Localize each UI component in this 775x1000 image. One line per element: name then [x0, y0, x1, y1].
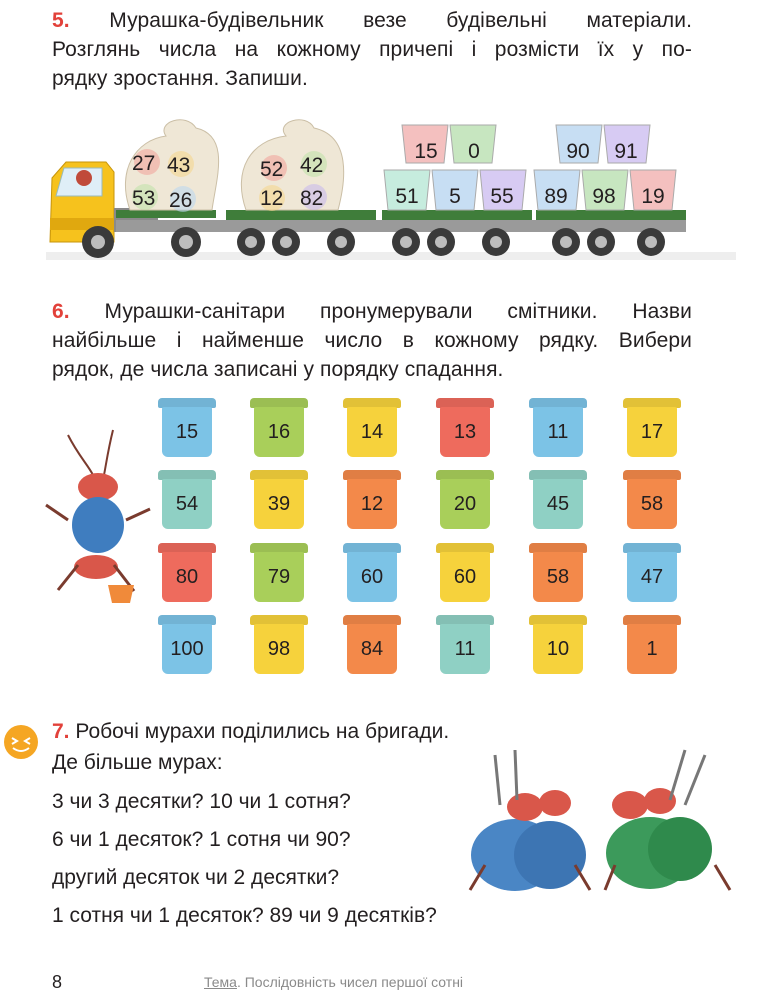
bucket-number: 91: [614, 140, 638, 163]
trash-bin: [438, 470, 492, 532]
task-5-text: [52, 6, 692, 93]
bin-number: 100: [162, 624, 212, 674]
trash-bin: [531, 615, 585, 677]
trash-bin: [438, 398, 492, 460]
bin-number: 45: [533, 479, 583, 529]
topic-label: Тема: [204, 974, 237, 990]
bucket-number: 5: [449, 185, 461, 208]
sack-number: 26: [169, 189, 193, 212]
bin-number: 12: [347, 479, 397, 529]
task-line: Мурашка-будівельник везе будівельні матеріали.: [109, 9, 692, 32]
bin-number: 1: [627, 624, 677, 674]
sack-number: 12: [260, 187, 284, 210]
bin-number: 60: [347, 552, 397, 602]
footer-topic: [204, 974, 463, 990]
trash-bin: [345, 398, 399, 460]
trash-bin: [345, 470, 399, 532]
topic-text: . Послідовність чисел першої сотні: [236, 974, 464, 990]
bucket-number: 90: [566, 140, 590, 163]
trash-bin: [160, 470, 214, 532]
bins-grid: [155, 393, 695, 693]
task-question: Де більше мурах:: [52, 751, 223, 774]
truck-illustration: [46, 100, 736, 265]
bin-number: 17: [627, 407, 677, 457]
task-number: 7.: [52, 720, 70, 743]
trash-bin: [438, 615, 492, 677]
trash-bin: [625, 543, 679, 605]
task-number: 5.: [52, 9, 70, 32]
trash-bin: [252, 615, 306, 677]
task-line: Мурашки-санітари пронумерували смітники. Назви: [104, 300, 692, 323]
bin-number: 11: [533, 407, 583, 457]
bin-number: 80: [162, 552, 212, 602]
task-line: Розглянь числа на кожному причепі і розмісти їх у по-: [52, 38, 692, 61]
sack-number: 27: [132, 152, 156, 175]
trash-bin: [345, 543, 399, 605]
trash-bin: [160, 398, 214, 460]
trash-bin: [531, 470, 585, 532]
trash-bin: [160, 543, 214, 605]
trash-bin: [625, 615, 679, 677]
task-line: рядку зростання. Запиши.: [52, 67, 308, 90]
page-number: 8: [52, 972, 63, 992]
bin-number: 14: [347, 407, 397, 457]
bin-number: 47: [627, 552, 677, 602]
trash-bin: [160, 615, 214, 677]
task-title: Робочі мурахи поділились на бригади.: [75, 720, 450, 743]
comparison-row: другий десяток чи 2 десятки?: [52, 866, 340, 889]
sack-number: 42: [300, 154, 324, 177]
bin-number: 58: [533, 552, 583, 602]
ant-brigade-illustration: [455, 745, 745, 895]
sack-number: 52: [260, 158, 284, 181]
bin-number: 84: [347, 624, 397, 674]
smile-icon: [3, 724, 39, 760]
task-6-text: [52, 297, 692, 384]
task-number: 6.: [52, 300, 70, 323]
bucket-number: 51: [395, 185, 419, 208]
bucket-number: 98: [592, 185, 616, 208]
trash-bin: [438, 543, 492, 605]
bucket-number: 15: [414, 140, 438, 163]
sack-2: [241, 120, 343, 210]
bin-number: 11: [440, 624, 490, 674]
trash-bin: [252, 398, 306, 460]
trash-bin: [531, 543, 585, 605]
trash-bin: [345, 615, 399, 677]
task-line: рядок, де числа записані у порядку спадання.: [52, 358, 504, 381]
bucket-number: 0: [468, 140, 480, 163]
bucket-number: 19: [641, 185, 665, 208]
bucket-number: 89: [544, 185, 568, 208]
bin-number: 58: [627, 479, 677, 529]
trash-bin: [252, 543, 306, 605]
bin-number: 98: [254, 624, 304, 674]
bin-number: 16: [254, 407, 304, 457]
bin-number: 10: [533, 624, 583, 674]
sack-number: 82: [300, 187, 324, 210]
bin-number: 54: [162, 479, 212, 529]
comparison-row: 3 чи 3 десятки? 10 чи 1 сотня?: [52, 790, 351, 813]
task-line: найбільше і найменше число в кожному рядку. Вибери: [52, 329, 692, 352]
bin-number: 60: [440, 552, 490, 602]
bin-number: 13: [440, 407, 490, 457]
bin-number: 15: [162, 407, 212, 457]
sack-number: 53: [132, 187, 156, 210]
trash-bin: [625, 398, 679, 460]
bin-number: 20: [440, 479, 490, 529]
trash-bin: [252, 470, 306, 532]
bucket-number: 55: [490, 185, 514, 208]
comparison-row: 1 сотня чи 1 десяток? 89 чи 9 десятків?: [52, 904, 437, 927]
trash-bin: [625, 470, 679, 532]
bin-number: 79: [254, 552, 304, 602]
sack-number: 43: [167, 154, 191, 177]
trash-bin: [531, 398, 585, 460]
ant-painter-illustration: [38, 425, 168, 615]
comparison-row: 6 чи 1 десяток? 1 сотня чи 90?: [52, 828, 351, 851]
bin-number: 39: [254, 479, 304, 529]
